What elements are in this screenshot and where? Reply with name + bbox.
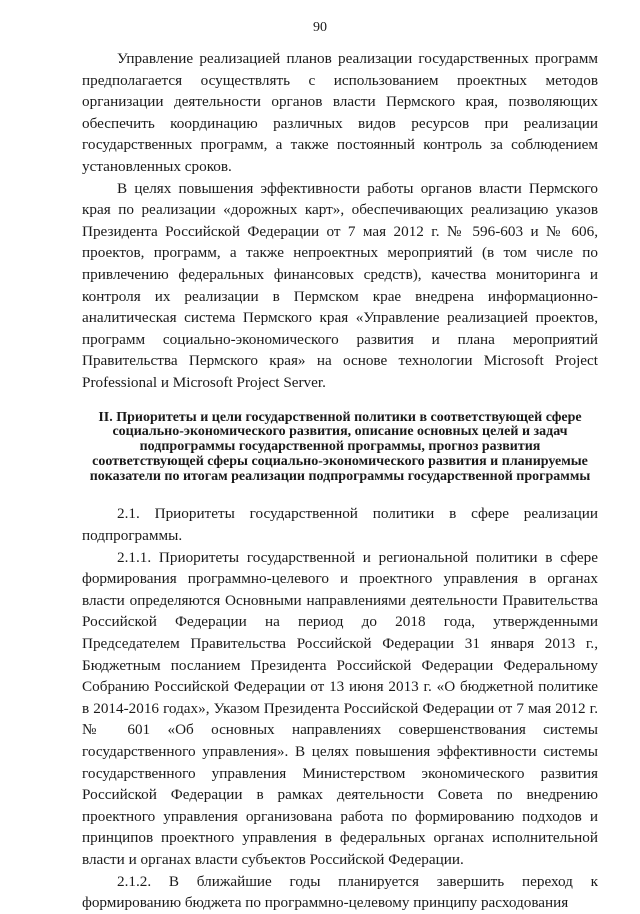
paragraph-2-1: 2.1. Приоритеты государственной политики в сфере реализации подпрограммы. xyxy=(82,505,598,545)
page-number: 90 xyxy=(313,20,327,35)
document-body xyxy=(82,48,598,914)
paragraph-information-system: В целях повышения эффективности работы органов власти Пермского края по реализации «дорожных карт», обеспечивающих реализацию указов Президента Российской Федерации от 7 мая 2012 г. № 596-603 и № 606, проектов, программ, а также непроектных мероприятий (в том числе по привлечению федеральных финансовых средств), качества мониторинга и контроля их реализации в Пермском крае внедрена информационно-аналитическая система Пермского края «Управление реализацией проектов, программ социально-экономического развития и плана мероприятий Правительства Пермского края» на основе технологии Microsoft Project Professional и Microsoft Project Server. xyxy=(82,179,598,391)
section-heading: II. Приоритеты и цели государственной политики в соответствующей сфере социально-экономического развития, описание основных целей и задач подпрограммы государственной программы, прогноз развития соответствующей сферы социально-экономического развития и планируемые показатели по итогам реализации подпрограммы государственной программы xyxy=(89,409,591,484)
paragraph-2-1-2: 2.1.2. В ближайшие годы планируется завершить переход к формированию бюджета по программно-целевому принципу расходования xyxy=(82,872,598,912)
paragraph-project-methods: Управление реализацией планов реализации государственных программ предполагается осуществлять с использованием проектных методов организации деятельности органов власти Пермского края, позволяющих обеспечить координацию различных видов ресурсов при реализации государственных программ, а также постоянный контроль за соблюдением установленных сроков. xyxy=(82,50,598,175)
paragraph-2-1-1: 2.1.1. Приоритеты государственной и региональной политики в сфере формирования программно-целевого и проектного управления в органах власти определяются Основными направлениями деятельности Правительства Российской Федерации на период до 2018 года, утвержденными Председателем Правительства Российской Федерации 31 января 2013 г., Бюджетным посланием Президента Российской Федерации Федеральному Собранию Российской Федерации от 13 июня 2013 г. «О бюджетной политике в 2014-2016 годах», Указом Президента Российской Федерации от 7 мая 2012 г. № 601 «Об основных направлениях совершенствования системы государственного управления». В целях повышения эффективности системы государственного управления Министерством экономического развития Российской Федерации в рамках деятельности Совета по внедрению проектного управления организована работа по формированию подходов и принципов проектного управления в федеральных органах исполнительной власти и органах власти субъектов Российской Федерации. xyxy=(82,548,598,868)
